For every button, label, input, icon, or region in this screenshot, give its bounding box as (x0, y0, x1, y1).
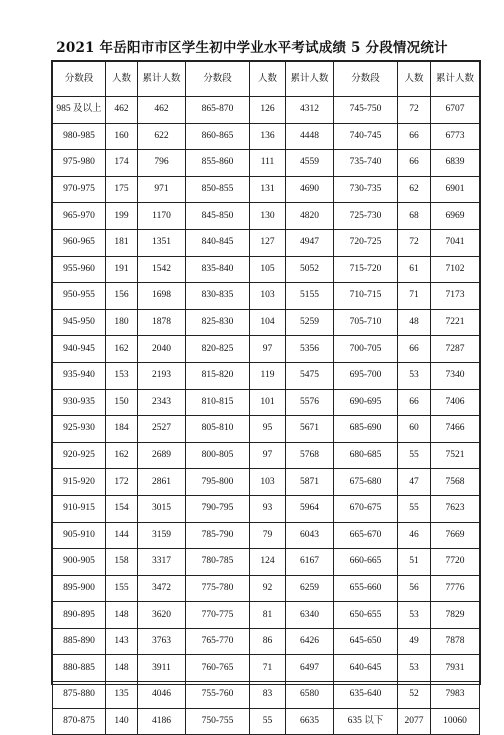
count-cell: 46 (398, 522, 431, 549)
cumulative-cell: 5964 (286, 495, 334, 522)
table-row (53, 708, 480, 735)
score-range-cell: 860-865 (186, 123, 250, 150)
score-range-cell: 885-890 (53, 628, 106, 655)
header-count: 人数 (106, 62, 138, 97)
table-row (53, 336, 480, 363)
count-cell: 62 (398, 176, 431, 203)
cumulative-cell: 7568 (431, 469, 480, 496)
count-cell: 130 (250, 203, 286, 230)
table-row (53, 123, 480, 150)
table-row (53, 416, 480, 443)
page-title: 2021 年岳阳市市区学生初中学业水平考试成绩 5 分段情况统计 (56, 40, 448, 56)
score-range-cell: 965-970 (53, 203, 106, 230)
count-cell: 191 (106, 256, 138, 283)
count-cell: 111 (250, 150, 286, 177)
cumulative-cell: 3911 (138, 655, 186, 682)
score-range-cell: 710-715 (334, 283, 398, 310)
count-cell: 148 (106, 602, 138, 629)
count-cell: 49 (398, 628, 431, 655)
cumulative-cell: 5671 (286, 416, 334, 443)
score-range-cell: 920-925 (53, 442, 106, 469)
score-range-cell: 820-825 (186, 336, 250, 363)
cumulative-cell: 6707 (431, 97, 480, 124)
score-range-cell: 765-770 (186, 628, 250, 655)
cumulative-cell: 7878 (431, 628, 480, 655)
count-cell: 95 (250, 416, 286, 443)
score-range-cell: 840-845 (186, 229, 250, 256)
cumulative-cell: 4186 (138, 708, 186, 735)
count-cell: 136 (250, 123, 286, 150)
count-cell: 103 (250, 283, 286, 310)
cumulative-cell: 6773 (431, 123, 480, 150)
table-row (53, 229, 480, 256)
cumulative-cell: 7829 (431, 602, 480, 629)
table-header-row (53, 62, 480, 97)
cumulative-cell: 5871 (286, 469, 334, 496)
count-cell: 60 (398, 416, 431, 443)
cumulative-cell: 5768 (286, 442, 334, 469)
cumulative-cell: 6969 (431, 203, 480, 230)
count-cell: 184 (106, 416, 138, 443)
cumulative-cell: 7340 (431, 362, 480, 389)
score-range-cell: 785-790 (186, 522, 250, 549)
count-cell: 462 (106, 97, 138, 124)
count-cell: 68 (398, 203, 431, 230)
cumulative-cell: 7173 (431, 283, 480, 310)
cumulative-cell: 5259 (286, 309, 334, 336)
score-range-cell: 960-965 (53, 229, 106, 256)
score-range-cell: 740-745 (334, 123, 398, 150)
count-cell: 126 (250, 97, 286, 124)
cumulative-cell: 7983 (431, 682, 480, 709)
score-range-cell: 675-680 (334, 469, 398, 496)
score-range-cell: 705-710 (334, 309, 398, 336)
cumulative-cell: 2689 (138, 442, 186, 469)
table-row (53, 97, 480, 124)
count-cell: 2077 (398, 708, 431, 735)
cumulative-cell: 796 (138, 150, 186, 177)
score-range-cell: 835-840 (186, 256, 250, 283)
count-cell: 162 (106, 336, 138, 363)
count-cell: 124 (250, 549, 286, 576)
score-range-cell: 870-875 (53, 708, 106, 735)
cumulative-cell: 4559 (286, 150, 334, 177)
score-range-cell: 850-855 (186, 176, 250, 203)
score-range-cell: 925-930 (53, 416, 106, 443)
count-cell: 81 (250, 602, 286, 629)
score-range-cell: 635-640 (334, 682, 398, 709)
cumulative-cell: 3317 (138, 549, 186, 576)
table-row (53, 575, 480, 602)
score-range-cell: 760-765 (186, 655, 250, 682)
cumulative-cell: 7221 (431, 309, 480, 336)
cumulative-cell: 7287 (431, 336, 480, 363)
count-cell: 175 (106, 176, 138, 203)
cumulative-cell: 2527 (138, 416, 186, 443)
score-range-cell: 635 以下 (334, 708, 398, 735)
count-cell: 72 (398, 229, 431, 256)
cumulative-cell: 5155 (286, 283, 334, 310)
header-cumulative: 累计人数 (431, 62, 480, 97)
cumulative-cell: 3015 (138, 495, 186, 522)
cumulative-cell: 3159 (138, 522, 186, 549)
count-cell: 199 (106, 203, 138, 230)
score-range-cell: 805-810 (186, 416, 250, 443)
score-range-cell: 970-975 (53, 176, 106, 203)
cumulative-cell: 7521 (431, 442, 480, 469)
count-cell: 180 (106, 309, 138, 336)
count-cell: 72 (398, 97, 431, 124)
cumulative-cell: 622 (138, 123, 186, 150)
cumulative-cell: 6901 (431, 176, 480, 203)
cumulative-cell: 6497 (286, 655, 334, 682)
count-cell: 48 (398, 309, 431, 336)
score-range-cell: 685-690 (334, 416, 398, 443)
score-range-cell: 745-750 (334, 97, 398, 124)
cumulative-cell: 5356 (286, 336, 334, 363)
count-cell: 79 (250, 522, 286, 549)
cumulative-cell: 4820 (286, 203, 334, 230)
cumulative-cell: 2040 (138, 336, 186, 363)
cumulative-cell: 4312 (286, 97, 334, 124)
count-cell: 56 (398, 575, 431, 602)
header-count: 人数 (250, 62, 286, 97)
score-range-cell: 880-885 (53, 655, 106, 682)
score-range-cell: 780-785 (186, 549, 250, 576)
count-cell: 158 (106, 549, 138, 576)
score-range-cell: 670-675 (334, 495, 398, 522)
count-cell: 150 (106, 389, 138, 416)
table-row (53, 628, 480, 655)
count-cell: 181 (106, 229, 138, 256)
count-cell: 53 (398, 655, 431, 682)
count-cell: 103 (250, 469, 286, 496)
table-row (53, 362, 480, 389)
cumulative-cell: 7931 (431, 655, 480, 682)
header-range: 分数段 (53, 62, 106, 97)
cumulative-cell: 2343 (138, 389, 186, 416)
cumulative-cell: 971 (138, 176, 186, 203)
score-range-cell: 700-705 (334, 336, 398, 363)
table-row (53, 442, 480, 469)
score-range-cell: 640-645 (334, 655, 398, 682)
score-range-cell: 755-760 (186, 682, 250, 709)
cumulative-cell: 2193 (138, 362, 186, 389)
score-range-cell: 825-830 (186, 309, 250, 336)
count-cell: 155 (106, 575, 138, 602)
count-cell: 66 (398, 336, 431, 363)
count-cell: 140 (106, 708, 138, 735)
cumulative-cell: 3472 (138, 575, 186, 602)
score-range-cell: 985 及以上 (53, 97, 106, 124)
score-range-cell: 865-870 (186, 97, 250, 124)
count-cell: 66 (398, 123, 431, 150)
score-range-cell: 890-895 (53, 602, 106, 629)
count-cell: 154 (106, 495, 138, 522)
cumulative-cell: 5576 (286, 389, 334, 416)
cumulative-cell: 6043 (286, 522, 334, 549)
count-cell: 55 (250, 708, 286, 735)
count-cell: 47 (398, 469, 431, 496)
count-cell: 61 (398, 256, 431, 283)
cumulative-cell: 7623 (431, 495, 480, 522)
cumulative-cell: 2861 (138, 469, 186, 496)
score-range-cell: 935-940 (53, 362, 106, 389)
cumulative-cell: 6580 (286, 682, 334, 709)
table-row (53, 309, 480, 336)
score-range-cell: 730-735 (334, 176, 398, 203)
score-range-cell: 855-860 (186, 150, 250, 177)
table-row (53, 203, 480, 230)
table-row (53, 682, 480, 709)
cumulative-cell: 1170 (138, 203, 186, 230)
score-range-cell: 690-695 (334, 389, 398, 416)
cumulative-cell: 4947 (286, 229, 334, 256)
cumulative-cell: 4046 (138, 682, 186, 709)
score-range-cell: 900-905 (53, 549, 106, 576)
cumulative-cell: 1878 (138, 309, 186, 336)
cumulative-cell: 7720 (431, 549, 480, 576)
table-row (53, 256, 480, 283)
score-range-cell: 950-955 (53, 283, 106, 310)
table-row (53, 549, 480, 576)
score-range-cell: 910-915 (53, 495, 106, 522)
table-row (53, 495, 480, 522)
score-range-cell: 815-820 (186, 362, 250, 389)
cumulative-cell: 6426 (286, 628, 334, 655)
cumulative-cell: 1698 (138, 283, 186, 310)
cumulative-cell: 7466 (431, 416, 480, 443)
table-body (53, 97, 480, 735)
count-cell: 86 (250, 628, 286, 655)
cumulative-cell: 4690 (286, 176, 334, 203)
count-cell: 162 (106, 442, 138, 469)
cumulative-cell: 10060 (431, 708, 480, 735)
table-row (53, 602, 480, 629)
score-range-cell: 800-805 (186, 442, 250, 469)
table-row (53, 150, 480, 177)
score-range-cell: 810-815 (186, 389, 250, 416)
score-range-cell: 945-950 (53, 309, 106, 336)
cumulative-cell: 7776 (431, 575, 480, 602)
score-range-cell: 940-945 (53, 336, 106, 363)
cumulative-cell: 3620 (138, 602, 186, 629)
score-range-cell: 735-740 (334, 150, 398, 177)
score-range-cell: 980-985 (53, 123, 106, 150)
count-cell: 71 (250, 655, 286, 682)
count-cell: 53 (398, 362, 431, 389)
cumulative-cell: 1542 (138, 256, 186, 283)
count-cell: 131 (250, 176, 286, 203)
count-cell: 52 (398, 682, 431, 709)
score-range-cell: 660-665 (334, 549, 398, 576)
count-cell: 97 (250, 442, 286, 469)
cumulative-cell: 6340 (286, 602, 334, 629)
score-range-cell: 650-655 (334, 602, 398, 629)
count-cell: 135 (106, 682, 138, 709)
cumulative-cell: 6839 (431, 150, 480, 177)
cumulative-cell: 1351 (138, 229, 186, 256)
score-range-cell: 750-755 (186, 708, 250, 735)
cumulative-cell: 6167 (286, 549, 334, 576)
cumulative-cell: 5052 (286, 256, 334, 283)
score-range-cell: 665-670 (334, 522, 398, 549)
header-cumulative: 累计人数 (138, 62, 186, 97)
count-cell: 144 (106, 522, 138, 549)
cumulative-cell: 7406 (431, 389, 480, 416)
score-range-cell: 790-795 (186, 495, 250, 522)
score-range-cell: 895-900 (53, 575, 106, 602)
count-cell: 66 (398, 389, 431, 416)
score-distribution-table (52, 61, 480, 735)
header-cumulative: 累计人数 (286, 62, 334, 97)
cumulative-cell: 7041 (431, 229, 480, 256)
count-cell: 97 (250, 336, 286, 363)
count-cell: 172 (106, 469, 138, 496)
score-range-cell: 680-685 (334, 442, 398, 469)
count-cell: 93 (250, 495, 286, 522)
score-range-cell: 725-730 (334, 203, 398, 230)
count-cell: 66 (398, 150, 431, 177)
score-range-cell: 930-935 (53, 389, 106, 416)
count-cell: 148 (106, 655, 138, 682)
score-range-cell: 715-720 (334, 256, 398, 283)
score-range-cell: 775-780 (186, 575, 250, 602)
count-cell: 119 (250, 362, 286, 389)
count-cell: 51 (398, 549, 431, 576)
count-cell: 55 (398, 442, 431, 469)
count-cell: 83 (250, 682, 286, 709)
cumulative-cell: 4448 (286, 123, 334, 150)
cumulative-cell: 5475 (286, 362, 334, 389)
cumulative-cell: 6259 (286, 575, 334, 602)
table-row (53, 176, 480, 203)
count-cell: 153 (106, 362, 138, 389)
score-range-cell: 770-775 (186, 602, 250, 629)
header-range: 分数段 (186, 62, 250, 97)
score-range-cell: 975-980 (53, 150, 106, 177)
score-range-cell: 720-725 (334, 229, 398, 256)
count-cell: 105 (250, 256, 286, 283)
count-cell: 143 (106, 628, 138, 655)
table-row (53, 389, 480, 416)
cumulative-cell: 7669 (431, 522, 480, 549)
cumulative-cell: 7102 (431, 256, 480, 283)
score-range-cell: 655-660 (334, 575, 398, 602)
count-cell: 104 (250, 309, 286, 336)
cumulative-cell: 6635 (286, 708, 334, 735)
score-range-cell: 845-850 (186, 203, 250, 230)
count-cell: 174 (106, 150, 138, 177)
count-cell: 101 (250, 389, 286, 416)
score-range-cell: 905-910 (53, 522, 106, 549)
header-count: 人数 (398, 62, 431, 97)
table-row (53, 522, 480, 549)
count-cell: 127 (250, 229, 286, 256)
count-cell: 160 (106, 123, 138, 150)
score-range-cell: 915-920 (53, 469, 106, 496)
count-cell: 55 (398, 495, 431, 522)
count-cell: 156 (106, 283, 138, 310)
count-cell: 53 (398, 602, 431, 629)
cumulative-cell: 462 (138, 97, 186, 124)
count-cell: 92 (250, 575, 286, 602)
score-range-cell: 955-960 (53, 256, 106, 283)
score-range-cell: 645-650 (334, 628, 398, 655)
score-range-cell: 875-880 (53, 682, 106, 709)
cumulative-cell: 3763 (138, 628, 186, 655)
header-range: 分数段 (334, 62, 398, 97)
score-range-cell: 695-700 (334, 362, 398, 389)
score-range-cell: 795-800 (186, 469, 250, 496)
table-row (53, 283, 480, 310)
score-range-cell: 830-835 (186, 283, 250, 310)
count-cell: 71 (398, 283, 431, 310)
table-row (53, 655, 480, 682)
table-row (53, 469, 480, 496)
